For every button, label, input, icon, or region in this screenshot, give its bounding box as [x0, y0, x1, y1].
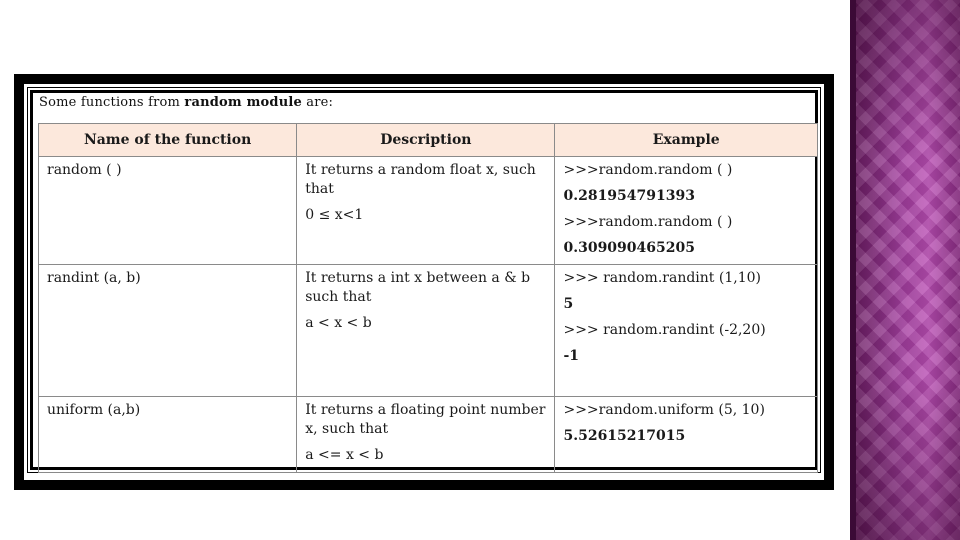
function-description [297, 397, 555, 473]
description-condition: a <= x < b [305, 447, 384, 463]
example-call: >>> random.randint (-2,20) [563, 322, 766, 338]
description-text: It returns a random float x, such that [305, 162, 536, 197]
function-example [555, 397, 818, 473]
content-panel [30, 90, 818, 470]
functions-table [38, 123, 818, 473]
description-text: It returns a floating point number x, such that [305, 402, 546, 437]
example-output: -1 [563, 348, 580, 364]
example-output: 5.52615217015 [563, 428, 686, 444]
header-description: Description [297, 124, 555, 157]
table-row [39, 265, 818, 397]
example-output: 5 [563, 296, 574, 312]
intro-prefix: Some functions from [39, 95, 185, 110]
table-row [39, 157, 818, 265]
image-frame [14, 74, 834, 490]
intro-emphasis: random module [184, 95, 302, 110]
function-name: randint (a, b) [39, 265, 297, 397]
function-name: uniform (a,b) [39, 397, 297, 473]
function-description [297, 157, 555, 265]
example-call: >>> random.randint (1,10) [563, 270, 761, 286]
function-example [555, 157, 818, 265]
description-condition: 0 ≤ x<1 [305, 207, 364, 223]
intro-text [39, 95, 333, 110]
header-example: Example [555, 124, 818, 157]
function-description [297, 265, 555, 397]
description-text: It returns a int x between a & b such that [305, 270, 531, 305]
example-call: >>>random.uniform (5, 10) [563, 402, 765, 418]
example-output: 0.309090465205 [563, 240, 695, 256]
description-condition: a < x < b [305, 315, 372, 331]
table-row [39, 397, 818, 473]
function-example [555, 265, 818, 397]
decorative-side-strip [856, 0, 960, 540]
example-call: >>>random.random ( ) [563, 162, 733, 178]
table-header-row [39, 124, 818, 157]
header-name: Name of the function [39, 124, 297, 157]
frame-mat [24, 84, 824, 480]
example-call: >>>random.random ( ) [563, 214, 733, 230]
example-output: 0.281954791393 [563, 188, 695, 204]
function-name: random ( ) [39, 157, 297, 265]
intro-suffix: are: [301, 95, 334, 110]
